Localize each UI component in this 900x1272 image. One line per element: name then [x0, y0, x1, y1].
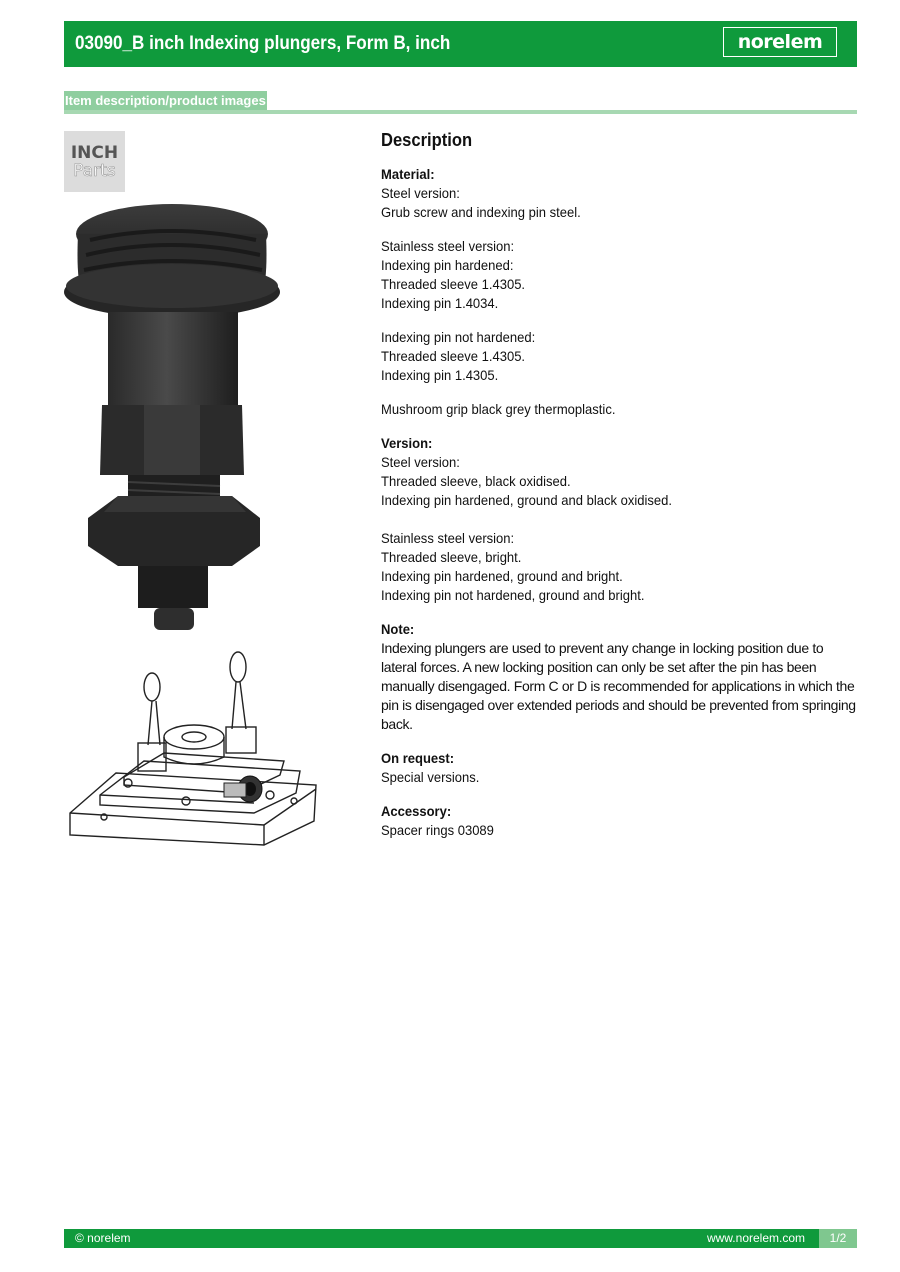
page-header: [64, 21, 857, 67]
footer-url[interactable]: www.norelem.com: [706, 1231, 805, 1245]
version-stainless-line: Indexing pin hardened, ground and bright.: [381, 568, 623, 584]
version-label: Version:: [381, 435, 433, 451]
application-drawing: [64, 645, 318, 855]
version-block: [381, 434, 857, 510]
footer-copyright: © norelem: [75, 1231, 131, 1245]
material-line: Steel version:: [381, 185, 460, 201]
norelem-logo: norelem: [723, 27, 837, 57]
version-stainless-block: [381, 529, 857, 605]
page-number: 1/2: [819, 1229, 857, 1248]
version-stainless-line: Stainless steel version:: [381, 530, 515, 546]
note-text: Indexing plungers are used to prevent any change in locking position due to lateral forces. A new locking position can only be set after the pin has been manually disengaged. Form C or D is recommended for applications in which the pin is disengaged over extended periods and should be prevented from springing back.: [381, 640, 856, 732]
version-line: Steel version:: [381, 454, 460, 470]
section-label: Item description/product images: [65, 93, 266, 108]
version-stainless-line: Indexing pin not hardened, ground and bright.: [381, 587, 645, 603]
page-title: 03090_B inch Indexing plungers, Form B, inch: [75, 33, 451, 54]
version-line: Threaded sleeve, black oxidised.: [381, 473, 571, 489]
badge-line-1: INCH: [70, 142, 119, 163]
stainless-not-hardened-line: Indexing pin 1.4305.: [381, 367, 499, 383]
material-block: [381, 165, 857, 222]
on-request-label: On request:: [381, 750, 455, 766]
accessory-block: [381, 802, 857, 840]
note-block: [381, 620, 857, 734]
stainless-hardened-block: [381, 237, 857, 313]
stainless-not-hardened-block: [381, 328, 857, 385]
page-footer: [64, 1229, 857, 1248]
stainless-hardened-line: Indexing pin 1.4034.: [381, 295, 499, 311]
inch-parts-badge: [64, 131, 125, 192]
stainless-hardened-line: Threaded sleeve 1.4305.: [381, 276, 526, 292]
stainless-not-hardened-line: Indexing pin not hardened:: [381, 329, 536, 345]
grip-text: Mushroom grip black grey thermoplastic.: [381, 401, 616, 417]
grip-block: [381, 400, 857, 419]
on-request-text: Special versions.: [381, 769, 480, 785]
indexing-plunger-product-image: [60, 200, 280, 640]
accessory-text: Spacer rings 03089: [381, 822, 494, 838]
stainless-hardened-line: Indexing pin hardened:: [381, 257, 514, 273]
accessory-label: Accessory:: [381, 803, 452, 819]
stainless-hardened-line: Stainless steel version:: [381, 238, 515, 254]
stainless-not-hardened-line: Threaded sleeve 1.4305.: [381, 348, 526, 364]
version-stainless-line: Threaded sleeve, bright.: [381, 549, 522, 565]
material-label: Material:: [381, 166, 435, 182]
note-label: Note:: [381, 621, 415, 637]
description-heading: Description: [381, 130, 473, 150]
version-line: Indexing pin hardened, ground and black oxidised.: [381, 492, 673, 508]
badge-line-2: Parts: [73, 160, 116, 181]
section-divider: [64, 110, 857, 114]
description-content: [381, 128, 857, 855]
on-request-block: [381, 749, 857, 787]
material-line: Grub screw and indexing pin steel.: [381, 204, 581, 220]
